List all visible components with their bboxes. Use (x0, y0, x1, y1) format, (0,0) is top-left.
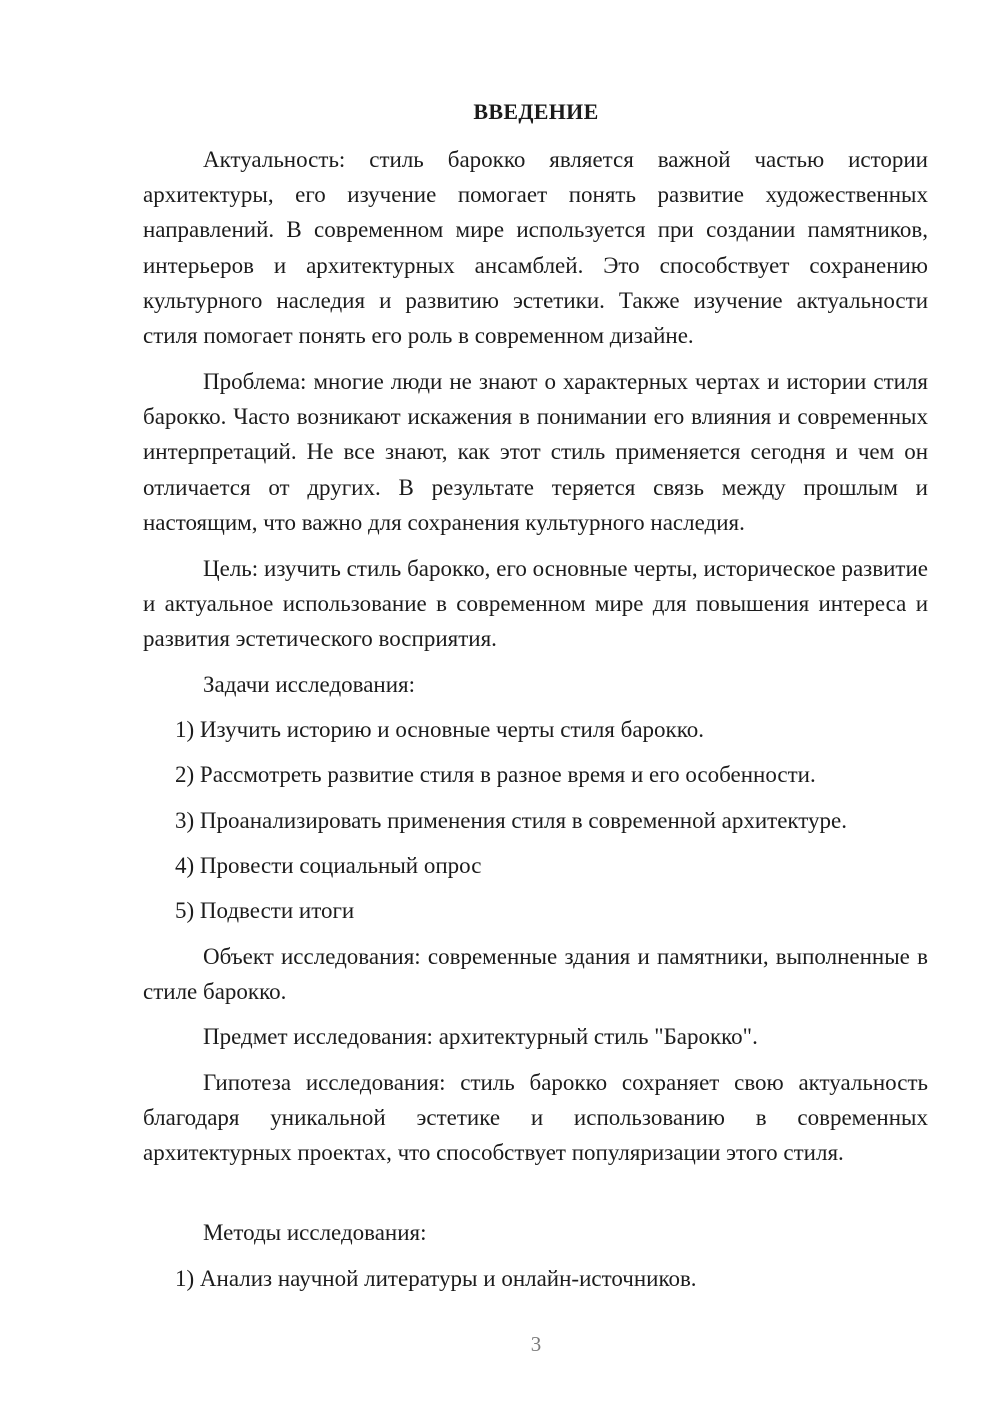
page-title: ВВЕДЕНИЕ (473, 99, 599, 124)
task-item: 2) Рассмотреть развитие стиля в разное время и его особенности. (175, 762, 816, 787)
goal-paragraph: Цель: изучить стиль барокко, его основные черты, историческое развитие и актуальное использование в современном мире для повышения интереса и развития эстетического восприятия. (143, 556, 928, 652)
problem-paragraph: Проблема: многие люди не знают о характерных чертах и истории стиля барокко. Часто возникают искажения в понимании его влияния и современных интерпретаций. Не все знают, как этот стиль применяется сегодня и чем он отличается от других. В результате теряется связь между прошлым и настоящим, что важно для сохранения культурного наследия. (143, 369, 928, 535)
relevance-paragraph: Актуальность: стиль барокко является важной частью истории архитектуры, его изучение помогает понять развитие художественных направлений. В современном мире используется при создании памятников, интерьеров и архитектурных ансамблей. Это способствует сохранению культурного наследия и развитию эстетики. Также изучение актуальности стиля помогает понять его роль в современном дизайне. (143, 147, 928, 349)
task-item: 1) Изучить историю и основные черты стиля барокко. (175, 717, 704, 742)
tasks-heading: Задачи исследования: (203, 672, 416, 697)
subject-paragraph: Предмет исследования: архитектурный стиль "Барокко". (203, 1024, 758, 1049)
page-number: 3 (530, 1332, 542, 1356)
object-paragraph: Объект исследования: современные здания и памятники, выполненные в стиле барокко. (143, 944, 928, 1005)
hypothesis-paragraph: Гипотеза исследования: стиль барокко сохраняет свою актуальность благодаря уникальной эстетике и использованию в современных архитектурных проектах, что способствует популяризации этого стиля. (143, 1070, 928, 1166)
method-item: 1) Анализ научной литературы и онлайн-источников. (175, 1266, 697, 1291)
task-item: 4) Провести социальный опрос (175, 853, 482, 878)
task-item: 3) Проанализировать применения стиля в современной архитектуре. (175, 808, 847, 833)
methods-heading: Методы исследования: (203, 1220, 427, 1245)
task-item: 5) Подвести итоги (175, 898, 355, 923)
